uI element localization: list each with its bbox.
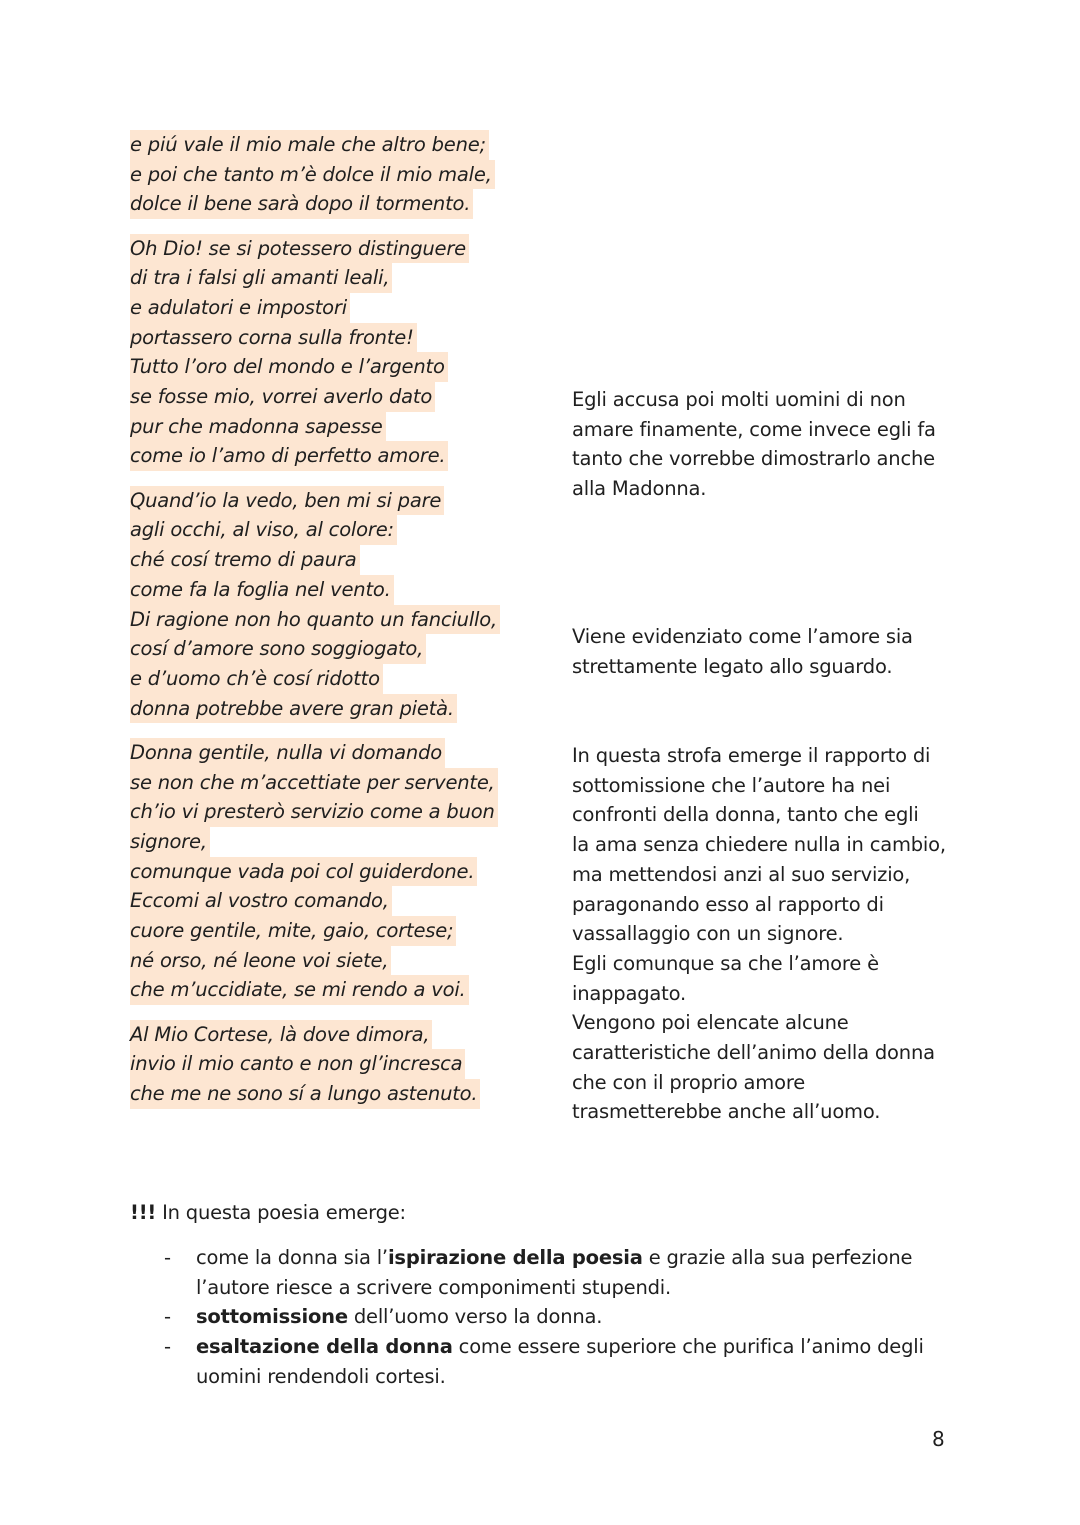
- note-line: alla Madonna.: [572, 477, 707, 501]
- note-line: paragonando esso al rapporto di: [572, 892, 884, 916]
- note-line: caratteristiche dell’animo della donna: [572, 1041, 935, 1065]
- highlighted-text: Donna gentile, nulla vi domando: [130, 738, 445, 768]
- poem-line: [130, 575, 530, 605]
- poem-line: [130, 160, 530, 190]
- bullet-bold-text: esaltazione della donna: [196, 1335, 453, 1359]
- poem-line: [130, 293, 530, 323]
- poem-line: [130, 130, 530, 160]
- note-line: Egli comunque sa che l’amore è: [572, 951, 879, 975]
- highlighted-text: cuore gentile, mite, gaio, cortese;: [130, 916, 456, 946]
- summary-bullet: [130, 1302, 950, 1332]
- summary-bullet: [130, 1332, 950, 1391]
- poem-line: [130, 1049, 530, 1079]
- note-line: tanto che vorrebbe dimostrarlo anche: [572, 447, 935, 471]
- bullet-text: uomini rendendoli cortesi.: [196, 1364, 446, 1388]
- bullet-text: l’autore riesce a scrivere componimenti stupendi.: [196, 1275, 672, 1299]
- poem-line: [130, 515, 530, 545]
- note-2: [572, 622, 972, 681]
- poem-line: [130, 441, 530, 471]
- note-line: amare finamente, come invece egli fa: [572, 417, 936, 441]
- poem-stanza: [130, 486, 530, 724]
- highlighted-text: se non che m’accettiate per servente,: [130, 768, 498, 798]
- poem-stanza: [130, 738, 530, 1005]
- note-line: strettamente legato allo sguardo.: [572, 654, 893, 678]
- poem-line: [130, 263, 530, 293]
- highlighted-text: Al Mio Cortese, là dove dimora,: [130, 1020, 432, 1050]
- summary-bullets: [130, 1243, 950, 1392]
- poem-stanza: [130, 234, 530, 472]
- note-line: vassallaggio con un signore.: [572, 922, 844, 946]
- bullet-bold-text: sottomissione: [196, 1305, 348, 1329]
- poem-line: [130, 946, 530, 976]
- poem-line: [130, 486, 530, 516]
- highlighted-text: ch’io vi presterò servizio come a buon: [130, 797, 498, 827]
- highlighted-text: dolce il bene sarà dopo il tormento.: [130, 189, 473, 219]
- highlighted-text: e piú vale il mio male che altro bene;: [130, 130, 489, 160]
- note-3: [572, 741, 972, 1127]
- highlighted-text: portassero corna sulla fronte!: [130, 323, 417, 353]
- poem-line: [130, 857, 530, 887]
- poem-text: [130, 130, 530, 1123]
- poem-line: [130, 412, 530, 442]
- poem-line: [130, 664, 530, 694]
- bullet-dash: -: [164, 1246, 171, 1269]
- note-line: Egli accusa poi molti uomini di non: [572, 388, 906, 411]
- note-line: confronti della donna, tanto che egli: [572, 803, 919, 827]
- poem-line: [130, 382, 530, 412]
- note-line: ma mettendosi anzi al suo servizio,: [572, 862, 911, 886]
- note-line: la ama senza chiedere nulla in cambio,: [572, 833, 946, 857]
- poem-line: [130, 323, 530, 353]
- highlighted-text: Oh Dio! se si potessero distinguere: [130, 234, 469, 264]
- bullet-text: dell’uomo verso la donna.: [347, 1305, 603, 1329]
- highlighted-text: che me ne sono sí a lungo astenuto.: [130, 1079, 480, 1109]
- poem-line: [130, 975, 530, 1005]
- highlighted-text: Eccomi al vostro comando,: [130, 886, 392, 916]
- poem-line: [130, 634, 530, 664]
- poem-line: [130, 827, 530, 857]
- highlighted-text: come io l’amo di perfetto amore.: [130, 441, 448, 471]
- poem-line: [130, 545, 530, 575]
- highlighted-text: ché cosí tremo di paura: [130, 545, 360, 575]
- highlighted-text: come fa la foglia nel vento.: [130, 575, 394, 605]
- highlighted-text: invio il mio canto e non gl’incresca: [130, 1049, 465, 1079]
- poem-line: [130, 1020, 530, 1050]
- poem-line: [130, 886, 530, 916]
- highlighted-text: Quand’io la vedo, ben mi si pare: [130, 486, 444, 516]
- bullet-dash: -: [164, 1305, 171, 1329]
- highlighted-text: e d’uomo ch’è cosí ridotto: [130, 664, 383, 694]
- note-line: sottomissione che l’autore ha nei: [572, 773, 891, 797]
- poem-line: [130, 768, 530, 798]
- poem-line: [130, 797, 530, 827]
- page-number: 8: [932, 1427, 945, 1451]
- note-line: inappagato.: [572, 981, 686, 1005]
- poem-line: [130, 738, 530, 768]
- highlighted-text: agli occhi, al viso, al colore:: [130, 515, 397, 545]
- highlighted-text: cosí d’amore sono soggiogato,: [130, 634, 426, 664]
- poem-line: [130, 189, 530, 219]
- poem-stanza: [130, 130, 530, 219]
- note-line: che con il proprio amore: [572, 1070, 806, 1094]
- highlighted-text: e adulatori e impostori: [130, 293, 350, 323]
- bullet-text: e grazie alla sua perfezione: [642, 1246, 913, 1269]
- highlighted-text: né orso, né leone voi siete,: [130, 946, 391, 976]
- note-line: In questa strofa emerge il rapporto di: [572, 744, 931, 767]
- highlighted-text: pur che madonna sapesse: [130, 412, 386, 442]
- highlighted-text: comunque vada poi col guiderdone.: [130, 857, 477, 887]
- note-line: Viene evidenziato come l’amore sia: [572, 625, 913, 648]
- bullet-dash: -: [164, 1335, 171, 1359]
- poem-line: [130, 352, 530, 382]
- poem-line: [130, 694, 530, 724]
- poem-line: [130, 1079, 530, 1109]
- highlighted-text: Tutto l’oro del mondo e l’argento: [130, 352, 448, 382]
- highlighted-text: donna potrebbe avere gran pietà.: [130, 694, 457, 724]
- summary-intro-text: In questa poesia emerge:: [156, 1201, 406, 1224]
- poem-line: [130, 916, 530, 946]
- note-line: trasmetterebbe anche all’uomo.: [572, 1100, 881, 1124]
- bullet-bold-text: ispirazione della poesia: [387, 1246, 643, 1269]
- highlighted-text: che m’uccidiate, se mi rendo a voi.: [130, 975, 469, 1005]
- bullet-text: come essere superiore che purifica l’animo degli: [452, 1335, 924, 1359]
- highlighted-text: signore,: [130, 827, 210, 857]
- poem-line: [130, 605, 530, 635]
- summary-bullet: [130, 1243, 950, 1302]
- poem-line: [130, 234, 530, 264]
- highlighted-text: Di ragione non ho quanto un fanciullo,: [130, 605, 500, 635]
- poem-stanza: [130, 1020, 530, 1109]
- summary-marker: !!!: [130, 1201, 157, 1224]
- highlighted-text: se fosse mio, vorrei averlo dato: [130, 382, 435, 412]
- highlighted-text: di tra i falsi gli amanti leali,: [130, 263, 392, 293]
- highlighted-text: e poi che tanto m’è dolce il mio male,: [130, 160, 495, 190]
- summary-intro: [130, 1198, 406, 1228]
- note-1: [572, 385, 972, 504]
- bullet-text: come la donna sia l’: [196, 1246, 388, 1269]
- note-line: Vengono poi elencate alcune: [572, 1011, 849, 1035]
